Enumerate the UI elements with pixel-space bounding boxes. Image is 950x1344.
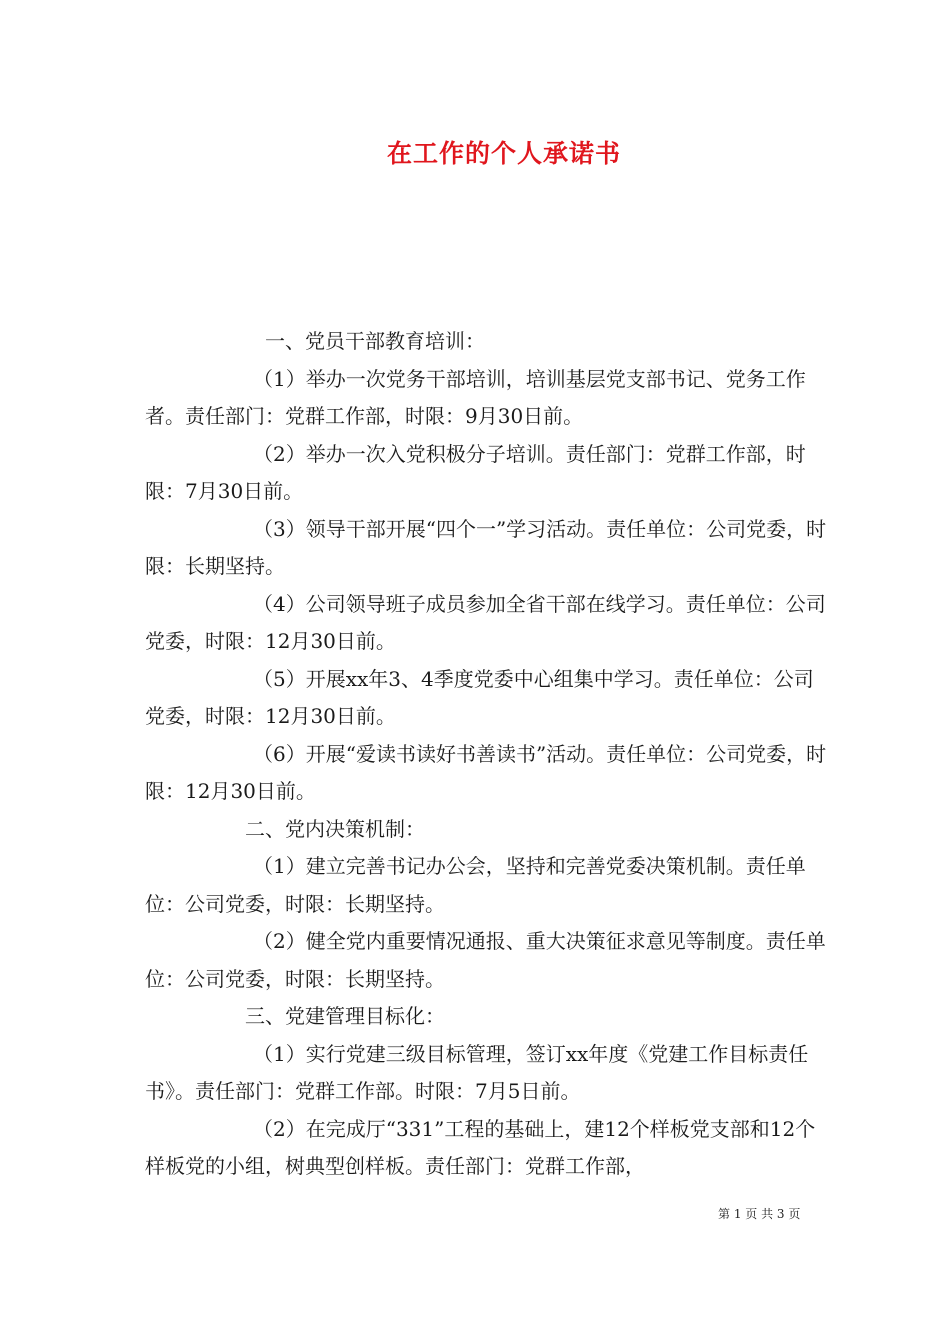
section-heading: 二、党内决策机制：	[245, 816, 425, 841]
list-item: （5）开展xx年3、4季度党委中心组集中学习。责任单位：公司党委，时限：12月30日前。	[145, 666, 814, 728]
list-item: （2）在完成厅“331”工程的基础上，建12个样板党支部和12个样板党的小组，树典型创样板。责任部门：党群工作部，	[145, 1116, 816, 1178]
list-item: （1）举办一次党务干部培训，培训基层党支部书记、党务工作者。责任部门：党群工作部，时限：9月30日前。	[145, 366, 806, 428]
page-number: 第 1 页 共 3 页	[718, 1207, 801, 1221]
section-heading: 一、党员干部教育培训：	[265, 329, 485, 353]
document-body	[145, 323, 827, 1186]
section-heading: 三、党建管理目标化：	[245, 1004, 445, 1028]
list-item: （2）健全党内重要情况通报、重大决策征求意见等制度。责任单位：公司党委，时限：长期坚持。	[145, 929, 826, 991]
list-item: （6）开展“爱读书读好书善读书”活动。责任单位：公司党委，时限：12月30日前。	[145, 741, 827, 803]
list-item: （4）公司领导班子成员参加全省干部在线学习。责任单位：公司党委，时限：12月30日前。	[145, 591, 826, 653]
list-item: （2）举办一次入党积极分子培训。责任部门：党群工作部，时限：7月30日前。	[145, 441, 806, 503]
list-item: （3）领导干部开展“四个一”学习活动。责任单位：公司党委，时限：长期坚持。	[145, 516, 827, 578]
document-title: 在工作的个人承诺书	[386, 139, 621, 168]
list-item: （1）建立完善书记办公会，坚持和完善党委决策机制。责任单位：公司党委，时限：长期坚持。	[145, 854, 806, 916]
list-item: （1）实行党建三级目标管理，签订xx年度《党建工作目标责任书》。责任部门：党群工作部。时限：7月5日前。	[145, 1041, 809, 1103]
